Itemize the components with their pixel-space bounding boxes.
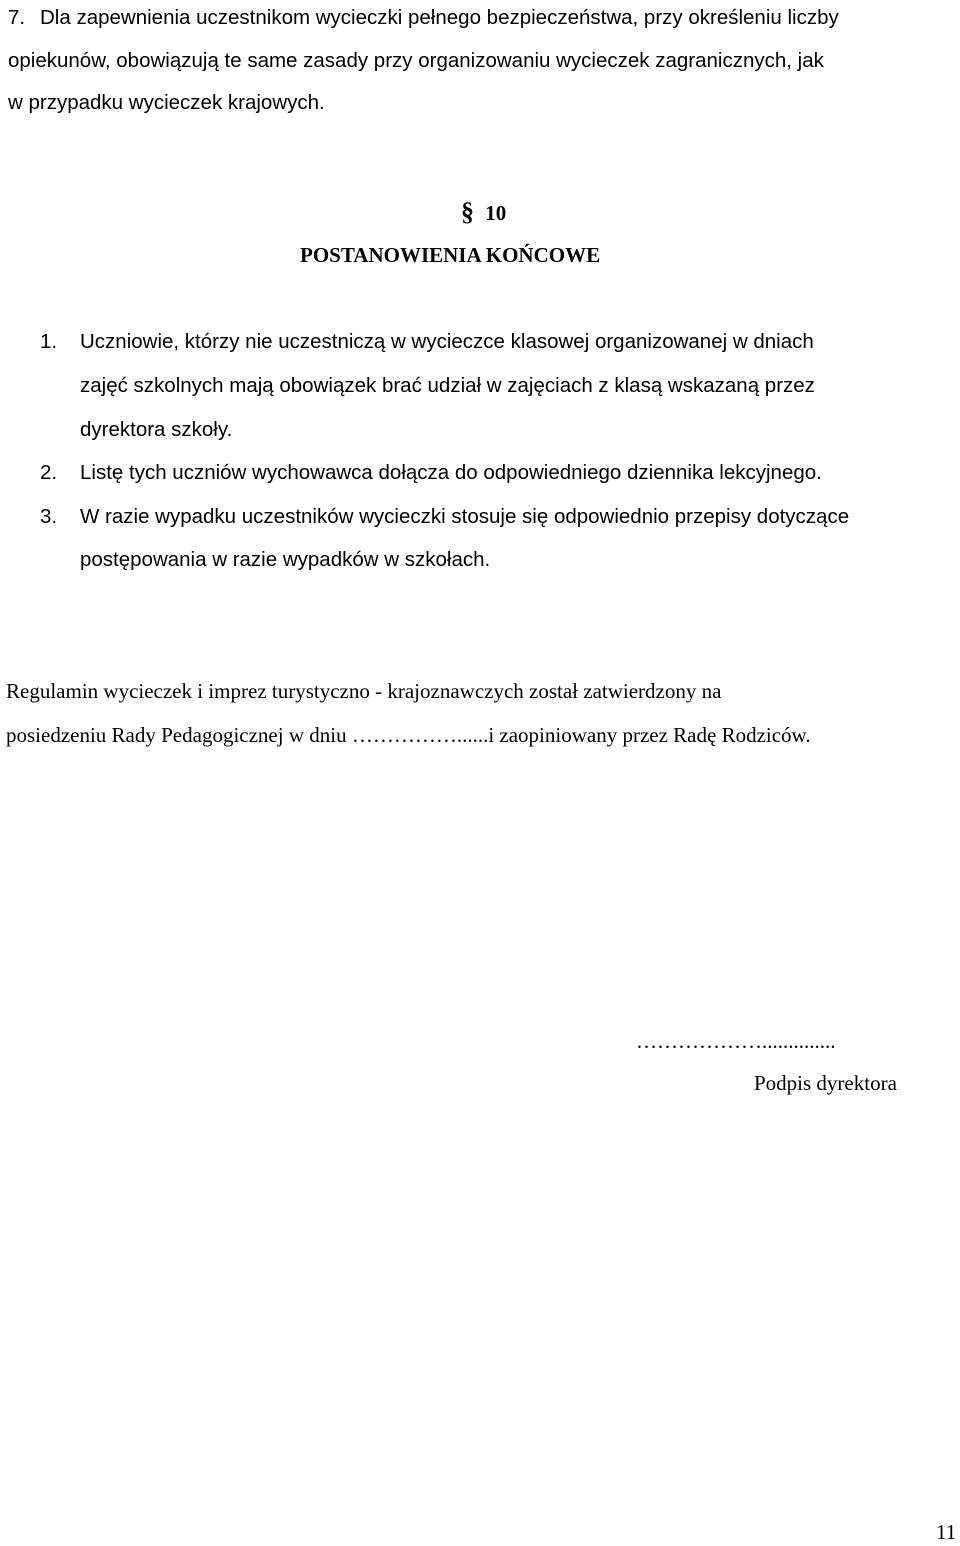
- section-symbol: §: [461, 197, 474, 226]
- item-1-line-3: dyrektora szkoły.: [80, 418, 233, 441]
- item-7-line-3: w przypadku wycieczek krajowych.: [8, 91, 325, 114]
- item-3-number: 3.: [40, 505, 58, 528]
- page-number: 11: [936, 1520, 957, 1544]
- item-1-line-1: Uczniowie, którzy nie uczestniczą w wycieczce klasowej organizowanej w dniach: [80, 330, 814, 353]
- signature-dots: ………………..............: [636, 1029, 836, 1053]
- item-3-line-2: postępowania w razie wypadków w szkołach.: [80, 548, 491, 571]
- item-7-line-1: Dla zapewnienia uczestnikom wycieczki pełnego bezpieczeństwa, przy określeniu liczby: [40, 6, 839, 29]
- section-heading-number: [461, 198, 506, 227]
- section-number: 10: [485, 201, 507, 225]
- item-1-number: 1.: [40, 330, 58, 353]
- signature-label: Podpis dyrektora: [754, 1071, 897, 1095]
- item-2-number: 2.: [40, 461, 58, 484]
- item-7: [8, 4, 25, 32]
- item-7-line-2: opiekunów, obowiązują te same zasady przy organizowaniu wycieczek zagranicznych, jak: [8, 49, 824, 72]
- approval-line-1: Regulamin wycieczek i imprez turystyczno - krajoznawczych został zatwierdzony na: [6, 679, 722, 703]
- item-3-line-1: W razie wypadku uczestników wycieczki stosuje się odpowiednio przepisy dotyczące: [80, 505, 850, 528]
- item-2-line-1: Listę tych uczniów wychowawca dołącza do odpowiedniego dziennika lekcyjnego.: [80, 461, 822, 484]
- item-number: 7.: [8, 6, 26, 29]
- section-title: POSTANOWIENIA KOŃCOWE: [300, 243, 601, 267]
- approval-line-2: posiedzeniu Rady Pedagogicznej w dniu ……………......i zaopiniowany przez Radę Rodziców.: [6, 723, 811, 747]
- item-1-line-2: zajęć szkolnych mają obowiązek brać udział w zajęciach z klasą wskazaną przez: [80, 374, 815, 397]
